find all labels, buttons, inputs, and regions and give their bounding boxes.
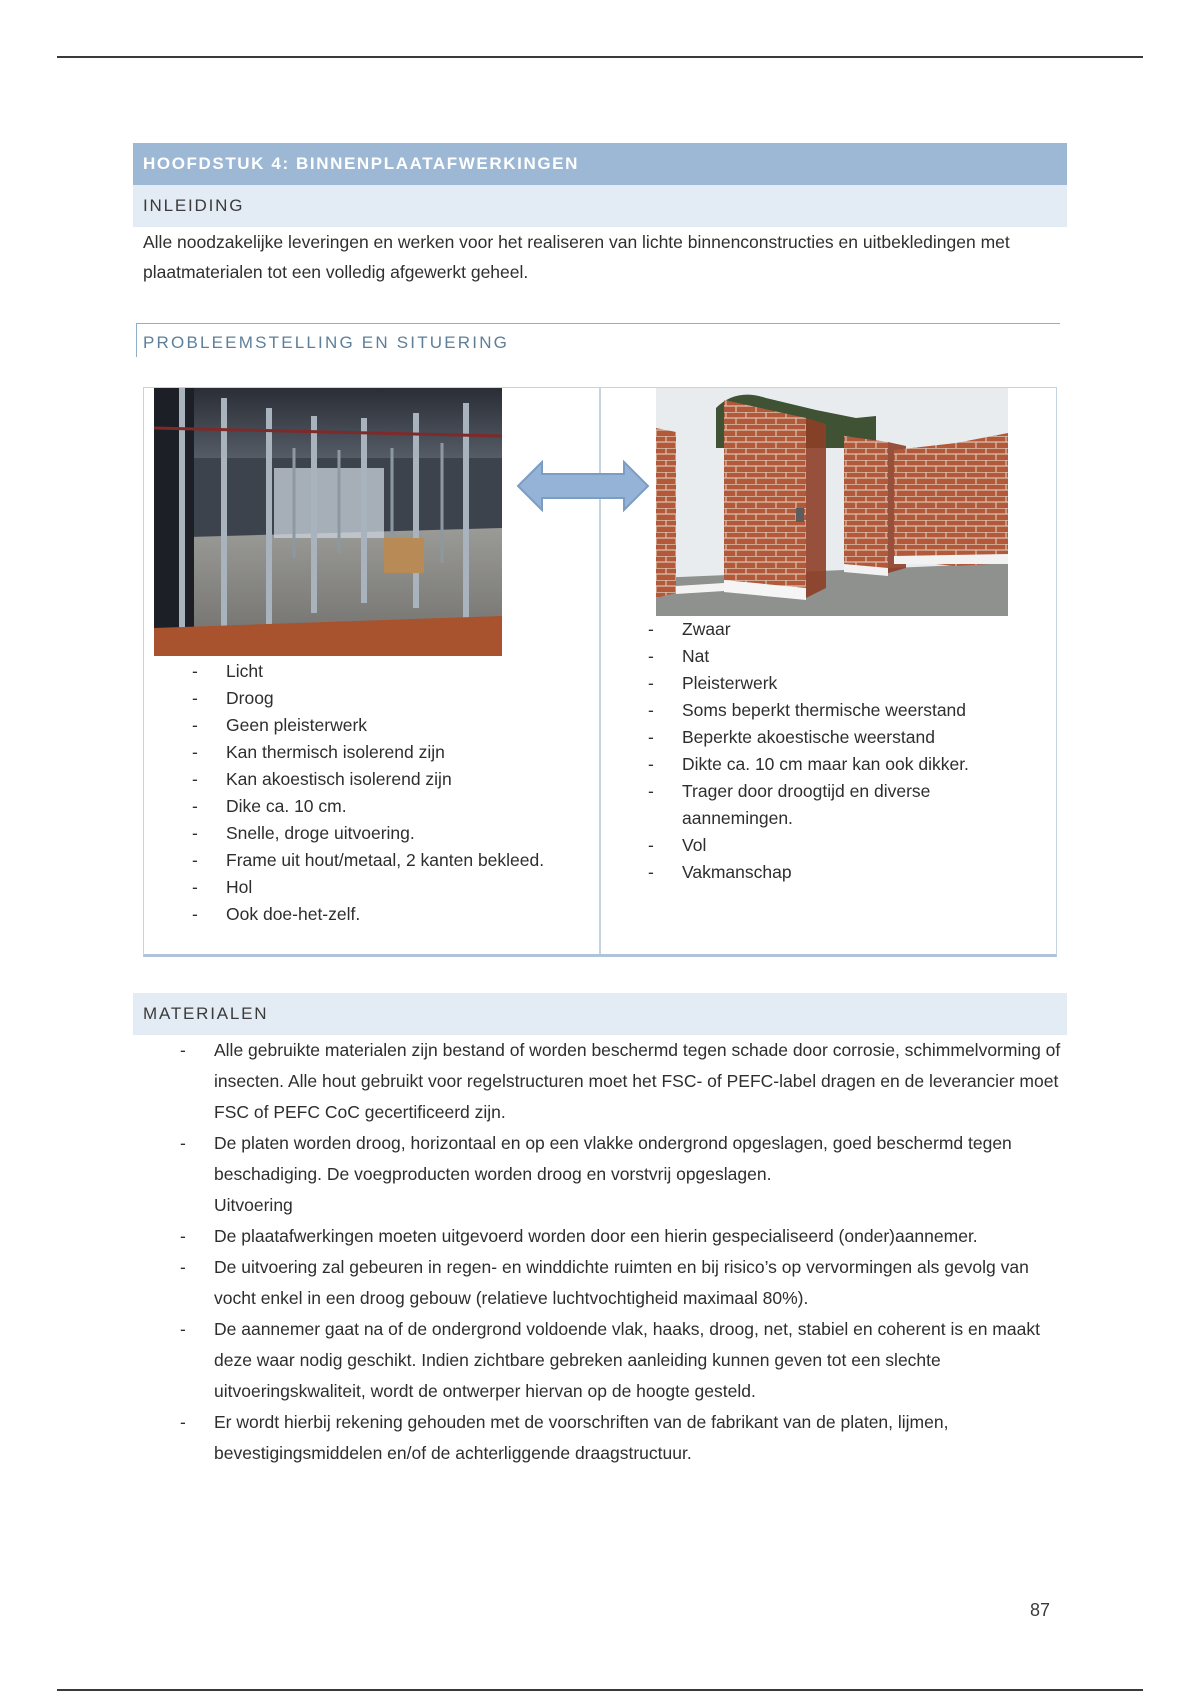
list-item: - Licht [192,658,552,685]
materials-list [133,1035,1067,1469]
list-item: - Pleisterwerk [648,670,1028,697]
footer-rule [57,1689,1143,1691]
materials-heading: MATERIALEN [133,993,1067,1035]
list-item: - Geen pleisterwerk [192,712,552,739]
chapter-title: HOOFDSTUK 4: BINNENPLAATAFWERKINGEN [133,143,1067,185]
list-item-text: De platen worden droog, horizontaal en op een vlakke ondergrond opgeslagen, goed beschermd tegen beschadiging. De voegproducten worden droog en vorstvrij opgeslagen. [214,1133,1012,1184]
list-item: - Zwaar [648,616,1028,643]
list-item: - De plaatafwerkingen moeten uitgevoerd worden door een hierin gespecialiseerd (onder)aannemer. [133,1221,1067,1252]
list-item: - Vakmanschap [648,859,1028,886]
list-item: - Frame uit hout/metaal, 2 kanten bekleed. [192,847,552,874]
double-arrow-icon [516,460,650,512]
list-item: - Dike ca. 10 cm. [192,793,552,820]
list-item [133,1128,1067,1221]
list-item: - Snelle, droge uitvoering. [192,820,552,847]
problem-heading: PROBLEEMSTELLING EN SITUERING [136,323,1060,357]
list-item: - Alle gebruikte materialen zijn bestand of worden beschermd tegen schade door corrosie, schimmelvorming of insecten. Alle hout gebruikt voor regelstructuren moet het FSC- of PEFC-label dragen en de leverancier moet FSC of PEFC CoC gecertificeerd zijn. [133,1035,1067,1128]
header-rule [57,56,1143,58]
comparison-table [143,387,1057,957]
metal-stud-frame-photo [154,388,502,656]
page-number: 87 [1030,1600,1051,1620]
execution-subheading: Uitvoering [214,1195,293,1215]
list-item: - Soms beperkt thermische weerstand [648,697,1028,724]
list-item: - Droog [192,685,552,712]
list-item: - Beperkte akoestische weerstand [648,724,1028,751]
list-item: - De uitvoering zal gebeuren in regen- en winddichte ruimten en bij risico’s op vervormingen als gevolg van vocht enkel in een droog gebouw (relatieve luchtvochtigheid maximaal 80%). [133,1252,1067,1314]
light-wall-properties [192,658,552,928]
intro-heading: INLEIDING [133,185,1067,227]
list-item: - Hol [192,874,552,901]
heavy-wall-properties [648,616,1028,886]
list-item: - Kan thermisch isolerend zijn [192,739,552,766]
list-item: - De aannemer gaat na of de ondergrond voldoende vlak, haaks, droog, net, stabiel en coherent is en maakt deze waar nodig geschikt. Indien zichtbare gebreken aanleiding kunnen geven tot een slechte uitvoeringskwaliteit, wordt de ontwerper hiervan op de hoogte gesteld. [133,1314,1067,1407]
intro-text: Alle noodzakelijke leveringen en werken voor het realiseren van lichte binnenconstructies en uitbekledingen met plaatmaterialen tot een volledig afgewerkt geheel. [143,232,1010,282]
list-item: - Ook doe-het-zelf. [192,901,552,928]
list-item: - Kan akoestisch isolerend zijn [192,766,552,793]
list-item: - Trager door droogtijd en diverse aannemingen. [648,778,1028,832]
page-content [133,143,1067,1469]
list-item: - Vol [648,832,1028,859]
brick-walls-photo [656,388,1008,616]
list-item: - Er wordt hierbij rekening gehouden met de voorschriften van de fabrikant van de platen, lijmen, bevestigingsmiddelen en/of de achterliggende draagstructuur. [133,1407,1067,1469]
list-item: - Dikte ca. 10 cm maar kan ook dikker. [648,751,1028,778]
list-item: - Nat [648,643,1028,670]
